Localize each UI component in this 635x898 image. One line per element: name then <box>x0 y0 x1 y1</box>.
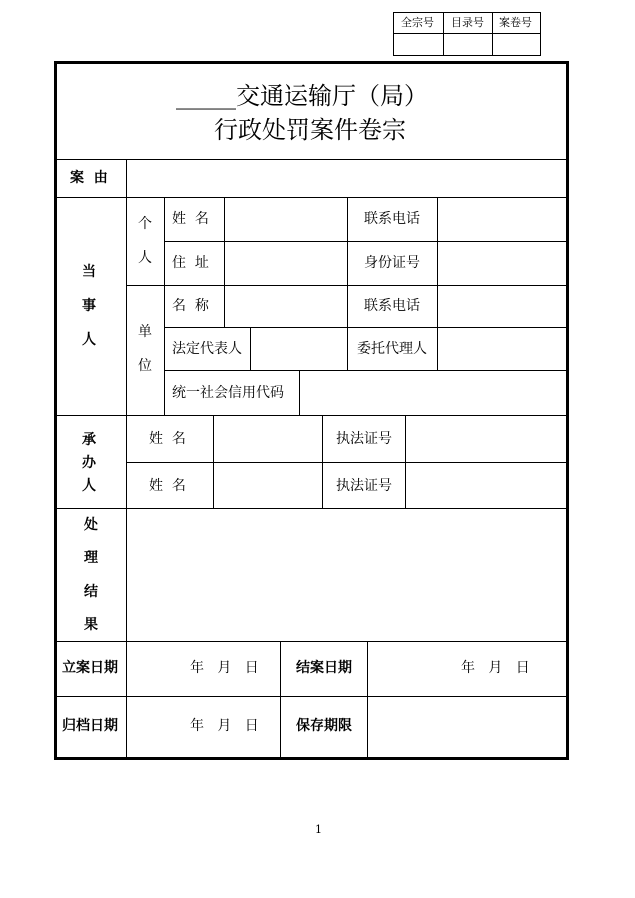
result-label-char: 处 <box>84 517 98 533</box>
agency-blank[interactable]: _____ <box>176 82 236 110</box>
agency-suffix: 交通运输厅（局） <box>236 82 428 110</box>
archive-date-field[interactable]: 年 月 日 <box>190 718 259 734</box>
filing-date-field[interactable]: 年 月 日 <box>190 660 259 676</box>
handler-label-char: 人 <box>82 478 96 494</box>
handler-cert-label: 执法证号 <box>336 431 392 447</box>
handler-cert-label: 执法证号 <box>336 478 392 494</box>
catalog-number-label: 目录号 <box>451 16 484 29</box>
party-label-char: 当 <box>82 264 96 280</box>
header-line-1 <box>176 84 428 108</box>
party-label-char: 事 <box>82 298 96 314</box>
page-number: 1 <box>315 823 322 836</box>
party-label-char: 人 <box>82 332 96 348</box>
result-label-char: 理 <box>84 550 98 566</box>
credit-code-label: 统一社会信用代码 <box>172 385 284 401</box>
unit-label-char: 单 <box>138 324 152 340</box>
closing-date-field[interactable]: 年 月 日 <box>461 660 530 676</box>
unit-name-label: 名 称 <box>172 298 209 314</box>
individual-label-char: 人 <box>138 250 152 266</box>
result-label-char: 结 <box>84 584 98 600</box>
header-line-2: 行政处罚案件卷宗 <box>214 116 406 144</box>
individual-phone-label: 联系电话 <box>364 211 420 227</box>
individual-label-char: 个 <box>138 216 152 232</box>
individual-address-label: 住 址 <box>172 255 209 271</box>
result-label-char: 果 <box>84 617 98 633</box>
file-number-label: 案卷号 <box>499 16 532 29</box>
handler-name-label: 姓 名 <box>149 478 186 494</box>
handler-name-label: 姓 名 <box>149 431 186 447</box>
retention-period-label: 保存期限 <box>296 718 352 734</box>
fonds-number-label: 全宗号 <box>401 16 434 29</box>
agent-label: 委托代理人 <box>357 341 427 357</box>
case-reason-label: 案 由 <box>70 170 108 186</box>
handler-label-char: 办 <box>82 455 96 471</box>
legal-rep-label: 法定代表人 <box>172 341 242 357</box>
unit-phone-label: 联系电话 <box>364 298 420 314</box>
individual-id-label: 身份证号 <box>364 255 420 271</box>
individual-name-label: 姓 名 <box>172 211 209 227</box>
handler-label-char: 承 <box>82 432 96 448</box>
unit-label-char: 位 <box>138 358 152 374</box>
closing-date-label: 结案日期 <box>296 660 352 676</box>
archive-date-label: 归档日期 <box>62 718 118 734</box>
filing-date-label: 立案日期 <box>62 660 118 676</box>
